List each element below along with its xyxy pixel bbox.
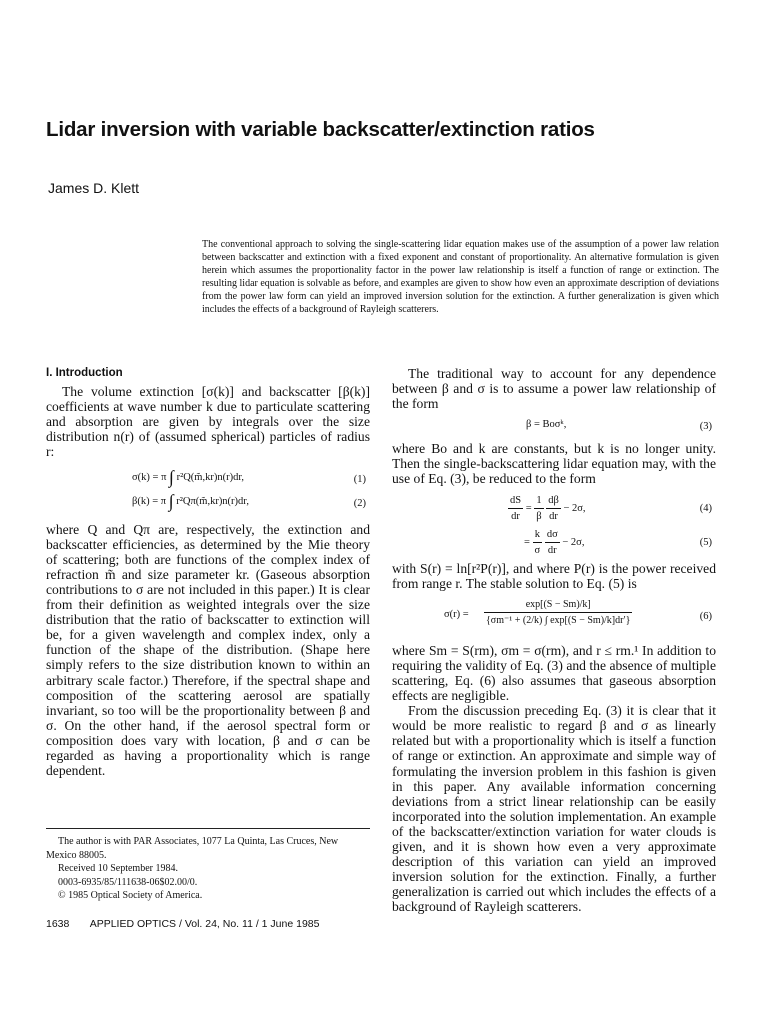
frac-numerator: exp[(S − Sm)/k] — [484, 597, 632, 613]
frac-numerator: k — [533, 527, 543, 543]
right-paragraph-3: with S(r) = ln[r²P(r)], and where P(r) is the power received from range r. The stable solution to Eq. (5) is — [392, 560, 716, 591]
equation-2-number: (2) — [353, 497, 366, 509]
equation-3-number: (3) — [699, 421, 712, 433]
intro-paragraph-1: The volume extinction [σ(k)] and backscatter [β(k)] coefficients at wave number k due to particulate scattering and absorption are given by integrals over the size distribution n(r) of (assumed spherical) particles of radius r: — [46, 384, 370, 460]
equation-4-tail: − 2σ, — [563, 502, 586, 514]
frac-denominator: β — [536, 510, 542, 522]
footnote-affiliation: The author is with PAR Associates, 1077 La Quinta, Las Cruces, New Mexico 88005. — [46, 836, 339, 861]
right-paragraph-4: where Sm = S(rm), σm = σ(rm), and r ≤ rm.¹ In addition to requiring the validity of Eq. (3) and the absence of multiple scattering, Eq. (6) also assumes that gaseous absorption effects are negligible. — [392, 642, 716, 704]
equation-1-number: (1) — [353, 473, 366, 485]
frac-numerator: dS — [508, 493, 523, 509]
equation-5-number: (5) — [699, 536, 712, 548]
frac-numerator: 1 — [534, 493, 543, 509]
equals-sign: = — [524, 536, 530, 548]
frac-denominator: dr — [549, 510, 558, 522]
author-name: James D. Klett — [48, 180, 140, 196]
footnote — [46, 828, 370, 903]
right-paragraph-5: From the discussion preceding Eq. (3) it is clear that it would be more realistic to regard β and σ as linearly related but with a proportionality which is itself a function of range or extinction. An approximate and simple way of formulating the inversion problem in this fashion is given in this paper. Any available information concerning deviations from a strict linear relationship can be easily incorporated into the solution implementation. An example of the backscatter/extinction variation for water clouds is given, and it is shown how even a very approximate description of this variation can yield an improved inversion solution for the extinction. Finally, a further generalization is carried out which includes the effects of a background of Rayleigh scatterers. — [392, 703, 716, 915]
frac-denominator: dr — [511, 510, 520, 522]
page-number: 1638 — [46, 918, 70, 930]
intro-paragraph-2: where Q and Qπ are, respectively, the extinction and backscatter efficiencies, as determined by the Mie theory of scattering; both are functions of the complex index of refraction m̃ and size parameter kr. (Gaseous absorption contributions to σ are not included in this paper.) It is clear from their definition as weighted integrals over the size distribution that the ratio of backscatter to extinction will be, for a given wavelength and complex index, only a function of the shape of the distribution. (Shape here simply refers to the size distribution known to within an arbitrary scale factor.) Therefore, if the spectral shape and composition of the scattering aerosol are spatially invariant, so too will be the proportionality between β and σ. On the other hand, if the aerosol spectral form or composition does vary with location, β and σ can be regarded as having a proportionality which is range dependent. — [46, 521, 370, 779]
equation-3-body: β = Boσᵏ, — [526, 419, 567, 431]
section-heading: I. Introduction — [46, 367, 123, 379]
journal-citation: APPLIED OPTICS / Vol. 24, No. 11 / 1 June 1985 — [89, 918, 320, 930]
equation-1-rhs: r²Q(m̃,kr)n(r)dr, — [176, 471, 245, 483]
right-paragraph-1: The traditional way to account for any dependence between β and σ is to assume a power law relationship of the form — [392, 366, 716, 412]
equation-2-lhs: β(k) = π — [132, 495, 167, 507]
frac-numerator: dβ — [546, 493, 561, 509]
integral-symbol: ∫ — [168, 490, 174, 511]
right-paragraph-2: where Bo and k are constants, but k is no longer unity. Then the single-backscattering lidar equation may, with the use of Eq. (3), be reduced to the form — [392, 441, 716, 487]
equation-6-number: (6) — [699, 610, 712, 622]
equation-4 — [392, 493, 716, 521]
equation-1-lhs: σ(k) = π — [132, 471, 167, 483]
frac-denominator: dr — [547, 544, 557, 556]
equation-2-rhs: r²Qπ(m̃,kr)n(r)dr, — [176, 495, 250, 507]
equation-4-number: (4) — [699, 502, 712, 514]
page-footer — [46, 918, 337, 930]
integral-symbol: ∫ — [169, 466, 174, 487]
abstract: The conventional approach to solving the single-scattering lidar equation makes use of the assumption of a power law relation between backscatter and extinction with a fixed exponent and constant of proportionality. An alternative formulation is given herein which assumes the proportionality factor in the power law relationship is itself a function of range or extinction. The resulting lidar equation is solvable as before, and examples are given to show how even an approximate description of deviations from the power law form can yield an improved inversion solution for the extinction. A further generalization is given which includes the effects of a background of Rayleigh scatterers. — [202, 239, 719, 316]
equation-1 — [46, 466, 370, 488]
footnote-received: Received 10 September 1984. — [58, 863, 178, 874]
equation-6-lhs: σ(r) = — [444, 608, 469, 620]
equation-3 — [392, 417, 716, 435]
equals-sign: = — [525, 502, 532, 514]
left-column — [46, 366, 370, 778]
frac-denominator: σ — [534, 544, 541, 556]
frac-denominator: {σm⁻¹ + (2/k) ∫ exp[(S − Sm)/k]dr′} — [486, 614, 631, 626]
equation-5-tail: − 2σ, — [562, 536, 585, 548]
equation-5 — [392, 527, 716, 555]
equation-2 — [46, 490, 370, 512]
footnote-copyright: © 1985 Optical Society of America. — [58, 890, 203, 901]
equation-6 — [392, 597, 716, 637]
frac-numerator: dσ — [545, 527, 560, 543]
footnote-code: 0003-6935/85/111638-06$02.00/0. — [58, 876, 198, 888]
right-column — [392, 366, 716, 914]
paper-title: Lidar inversion with variable backscatter/extinction ratios — [46, 118, 595, 141]
